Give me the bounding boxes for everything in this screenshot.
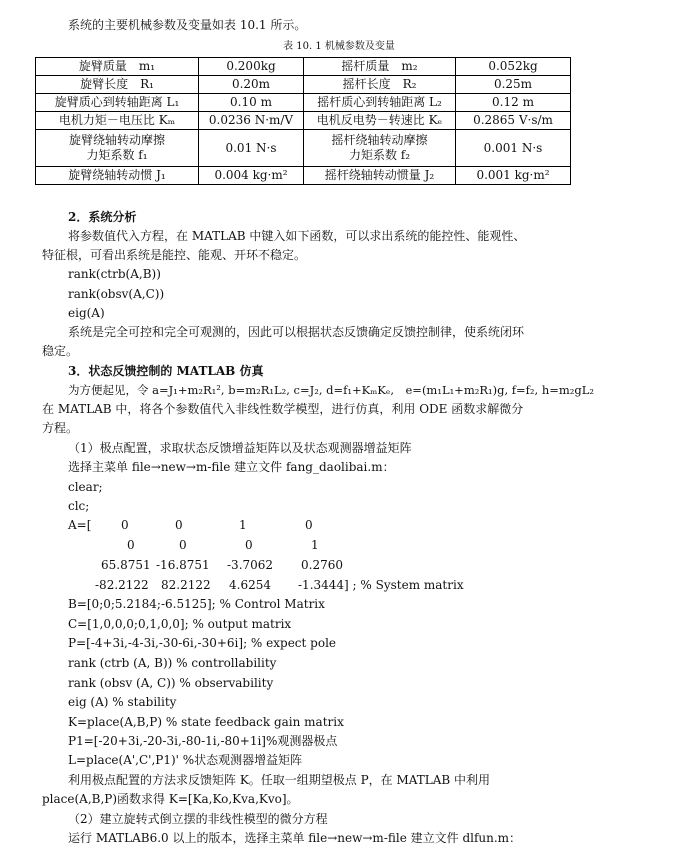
matrix-a-r4c2: 82.2122 xyxy=(161,578,211,592)
code-clc: clc; xyxy=(68,499,90,513)
paragraph-1b: 特征根，可看出系统是能控、能观、开环不稳定。 xyxy=(42,248,307,262)
parameter-table xyxy=(35,57,571,185)
table-cell: 旋臂绕轴转动惯 J₁ xyxy=(36,167,199,185)
code-eig-stability: eig (A) % stability xyxy=(68,695,177,709)
table-row xyxy=(36,112,571,130)
table-cell: 0.200kg xyxy=(199,58,304,76)
paragraph-4b: place(A,B,P)函数求得 K=[Ka,Ko,Kva,Kvo]。 xyxy=(42,792,299,806)
matrix-a-r2c4: 1 xyxy=(311,538,319,552)
matrix-a-r3c4: 0.2760 xyxy=(301,558,343,572)
table-cell: 0.2865 V·s/m xyxy=(456,112,571,130)
table-cell: 摇杆质心到转轴距离 L₂ xyxy=(304,94,456,112)
paragraph-3a: 为方便起见，令 a=J₁+m₂R₁², b=m₂R₁L₂, c=J₂, d=f₁+KₘKₑ, e=(m₁L₁+m₂R₁)g, f=f₂, h=m₂gL₂ xyxy=(68,383,595,397)
table-row xyxy=(36,130,571,167)
table-cell: 摇杆绕轴转动惯量 J₂ xyxy=(304,167,456,185)
code-rank-ctrb: rank(ctrb(A,B)) xyxy=(68,267,161,281)
paragraph-2a: 系统是完全可控和完全可观测的，因此可以根据状态反馈确定反馈控制律，使系统闭环 xyxy=(68,325,525,339)
table-row xyxy=(36,58,571,76)
table-cell: 旋臂质心到转轴距离 L₁ xyxy=(36,94,199,112)
table-cell: 0.001 kg·m² xyxy=(456,167,571,185)
table-cell: 旋臂长度 R₁ xyxy=(36,76,199,94)
code-c-matrix: C=[1,0,0,0;0,1,0,0]; % output matrix xyxy=(68,617,292,631)
code-obsv: rank (obsv (A, C)) % observability xyxy=(68,676,274,690)
matrix-a-r2c2: 0 xyxy=(179,538,187,552)
table-cell: 电机反电势－转速比 Kₑ xyxy=(304,112,456,130)
code-b-matrix: B=[0;0;5.2184;-6.5125]; % Control Matrix xyxy=(68,597,325,611)
matrix-a-r4c1: -82.2122 xyxy=(95,578,149,592)
table-cell: 0.0236 N·m/V xyxy=(199,112,304,130)
code-ctrb: rank (ctrb (A, B)) % controllability xyxy=(68,656,277,670)
table-cell: 0.001 N·s xyxy=(456,130,571,167)
table-row xyxy=(36,167,571,185)
code-eig: eig(A) xyxy=(68,306,105,320)
matrix-a-r3c2: -16.8751 xyxy=(156,558,210,572)
table-cell: 摇杆质量 m₂ xyxy=(304,58,456,76)
matrix-a-r1c4: 0 xyxy=(305,518,313,532)
table-cell: 旋臂绕轴转动摩擦 力矩系数 f₁ xyxy=(36,130,199,167)
table-caption: 表 10. 1 机械参数及变量 xyxy=(283,41,395,52)
table-cell: 0.25m xyxy=(456,76,571,94)
matrix-a-r1c1: 0 xyxy=(121,518,129,532)
paragraph-2b: 稳定。 xyxy=(42,344,79,358)
code-k-place: K=place(A,B,P) % state feedback gain matrix xyxy=(68,715,344,729)
intro-text: 系统的主要机械参数及变量如表 10.1 所示。 xyxy=(68,18,307,32)
table-cell: 0.12 m xyxy=(456,94,571,112)
last-line: 运行 MATLAB6.0 以上的版本，选择主菜单 file→new→m-file 建立文件 dlfun.m： xyxy=(68,831,522,845)
table-cell: 0.052kg xyxy=(456,58,571,76)
table-cell: 摇杆绕轴转动摩擦 力矩系数 f₂ xyxy=(304,130,456,167)
section-3-heading: 3．状态反馈控制的 MATLAB 仿真 xyxy=(68,364,264,378)
matrix-a-r3c3: -3.7062 xyxy=(227,558,274,572)
code-l-place: L=place(A',C',P1)' %状态观测器增益矩阵 xyxy=(68,753,303,767)
code-clear: clear; xyxy=(68,480,103,494)
paragraph-4a: 利用极点配置的方法求反馈矩阵 K。任取一组期望极点 P，在 MATLAB 中利用 xyxy=(68,773,491,787)
code-p-poles: P=[-4+3i,-4-3i,-30-6i,-30+6i]; % expect pole xyxy=(68,636,337,650)
paragraph-3c: 方程。 xyxy=(42,421,79,435)
matrix-a-r2c1: 0 xyxy=(127,538,135,552)
table-row xyxy=(36,94,571,112)
subsection-2-heading: （2）建立旋转式倒立摆的非线性模型的微分方程 xyxy=(68,812,328,826)
table-cell: 0.01 N·s xyxy=(199,130,304,167)
paragraph-3b: 在 MATLAB 中，将各个参数值代入非线性数学模型，进行仿真，利用 ODE 函数求解微分 xyxy=(42,402,524,416)
table-row xyxy=(36,76,571,94)
matrix-a-r2c3: 0 xyxy=(245,538,253,552)
table-cell: 旋臂质量 m₁ xyxy=(36,58,199,76)
paragraph-1a: 将参数值代入方程，在 MATLAB 中键入如下函数，可以求出系统的能控性、能观性、 xyxy=(68,229,526,243)
subsection-1-line: 选择主菜单 file→new→m-file 建立文件 fang_daolibai.m： xyxy=(68,460,395,474)
matrix-a-r3c1: 65.8751 xyxy=(101,558,151,572)
table-cell: 电机力矩－电压比 Kₘ xyxy=(36,112,199,130)
table-cell: 0.004 kg·m² xyxy=(199,167,304,185)
subsection-1-heading: （1）极点配置，求取状态反馈增益矩阵以及状态观测器增益矩阵 xyxy=(68,441,412,455)
matrix-a-r4c3: 4.6254 xyxy=(229,578,271,592)
table-cell: 0.20m xyxy=(199,76,304,94)
table-cell: 摇杆长度 R₂ xyxy=(304,76,456,94)
section-2-heading: 2．系统分析 xyxy=(68,210,137,224)
matrix-a-r4c4: -1.3444] ; % System matrix xyxy=(298,578,464,592)
matrix-a-r1c3: 1 xyxy=(239,518,247,532)
code-rank-obsv: rank(obsv(A,C)) xyxy=(68,287,165,301)
matrix-a-label: A=[ xyxy=(68,518,92,532)
table-cell: 0.10 m xyxy=(199,94,304,112)
code-p1-poles: P1=[-20+3i,-20-3i,-80-1i,-80+1i]%观测器极点 xyxy=(68,734,338,748)
matrix-a-r1c2: 0 xyxy=(175,518,183,532)
